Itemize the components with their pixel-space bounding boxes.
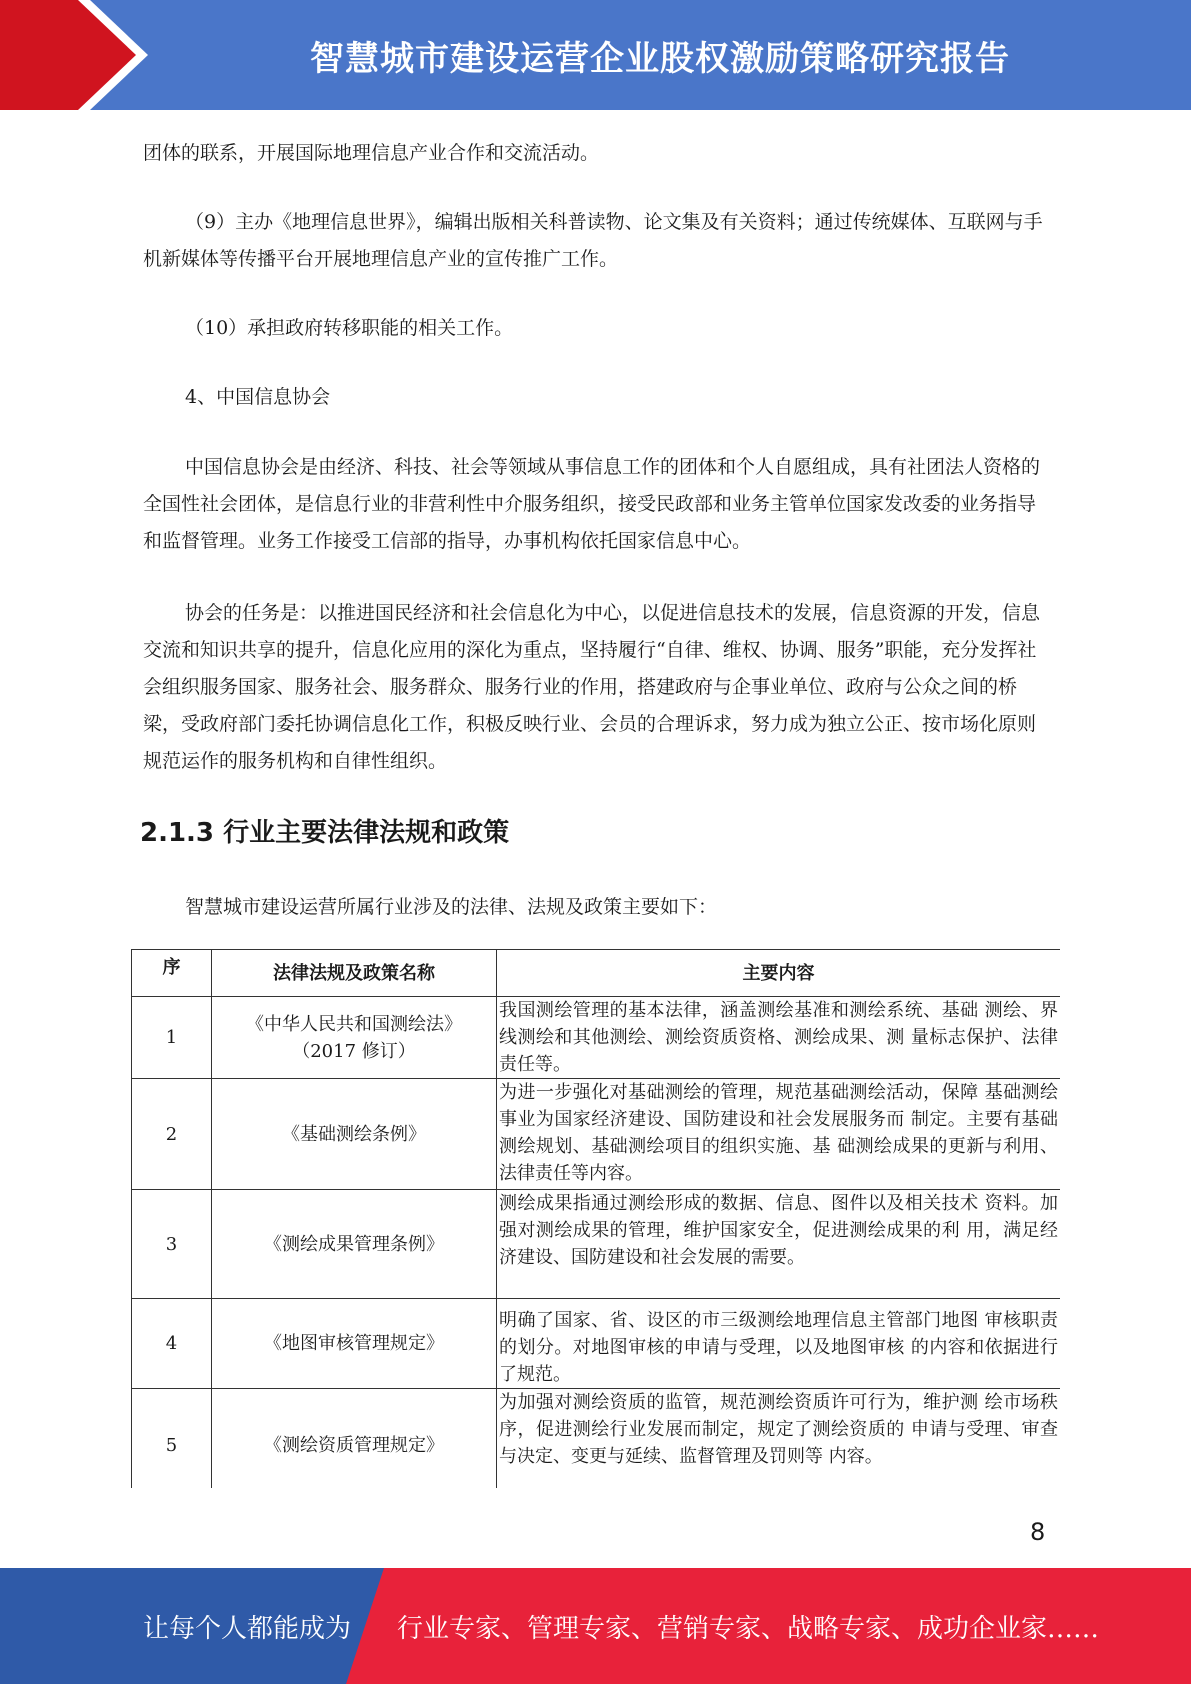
law-name: 《测绘资质管理规定》 [264,1435,444,1456]
table-intro: 智慧城市建设运营所属行业涉及的法律、法规及政策主要如下： [185,896,718,918]
row-number: 5 [132,1389,212,1489]
law-content: 测绘成果指通过测绘形成的数据、信息、图件以及相关技术 资料。加强对测绘成果的管理，维护国家安全，促进测绘成果的利 用，满足经济建设、国防建设和社会发展的需要。 [497,1190,1061,1299]
law-content: 明确了国家、省、设区的市三级测绘地理信息主管部门地图 审核职责的划分。对地图审核的申请与受理，以及地图审核 的内容和依据进行了规范。 [497,1299,1061,1389]
header-arrow-decoration [0,0,160,110]
paragraph-item-10: （10）承担政府转移职能的相关工作。 [185,317,514,339]
page-number: 8 [1030,1518,1046,1546]
laws-table [131,949,1060,1488]
footer-slogan-left: 让每个人都能成为 [143,1613,352,1644]
law-name-cell [212,1079,497,1190]
law-name: 《中华人民共和国测绘法》 [246,1013,462,1035]
page-footer [0,1568,1191,1684]
table-row [132,1079,1061,1190]
row-number: 4 [132,1299,212,1389]
paragraph-association-intro: 中国信息协会是由经济、科技、社会等领域从事信息工作的团体和个人自愿组成，具有社团法人资格的全国性社会团体，是信息行业的非营利性中介服务组织，接受民政部和业务主管单位国家发改委的业务指导和监督管理。业务工作接受工信部的指导，办事机构依托国家信息中心。 [143,456,1041,552]
row-number: 1 [132,997,212,1079]
law-name-cell [212,1299,497,1389]
law-name: 《地图审核管理规定》 [264,1333,444,1354]
report-title: 智慧城市建设运营企业股权激励策略研究报告 [310,38,1010,79]
law-content: 我国测绘管理的基本法律，涵盖测绘基准和测绘系统、基础 测绘、界线测绘和其他测绘、测绘资质资格、测绘成果、测 量标志保护、法律责任等。 [497,997,1061,1079]
subheading-china-info-association: 4、中国信息协会 [185,386,331,408]
law-content: 为加强对测绘资质的监管，规范测绘资质许可行为，维护测 绘市场秩序，促进测绘行业发展而制定，规定了测绘资质的 申请与受理、审查与决定、变更与延续、监督管理及罚则等 内容。 [497,1389,1061,1489]
header-main-content: 主要内容 [497,950,1061,997]
law-name-cell [212,1190,497,1299]
table-row [132,1190,1061,1299]
section-heading: 2.1.3 行业主要法律法规和政策 [140,818,510,848]
paragraph-association-tasks: 协会的任务是：以推进国民经济和社会信息化为中心，以促进信息技术的发展，信息资源的开发，信息交流和知识共享的提升，信息化应用的深化为重点，坚持履行“自律、维权、协调、服务”职能，充分发挥社会组织服务国家、服务社会、服务群众、服务行业的作用，搭建政府与企事业单位、政府与公众之间的桥梁，受政府部门委托协调信息化工作，积极反映行业、会员的合理诉求，努力成为独立公正、按市场化原则规范运作的服务机构和自律性组织。 [143,602,1041,772]
law-name: 《测绘成果管理条例》 [264,1233,444,1255]
paragraph-item-9: （9）主办《地理信息世界》，编辑出版相关科普读物、论文集及有关资料；通过传统媒体、互联网与手机新媒体等传播平台开展地理信息产业的宣传推广工作。 [143,211,1043,270]
laws-table-container [131,949,1060,1488]
table-row [132,997,1061,1079]
table-row [132,1299,1061,1389]
table-header-row [132,950,1061,997]
footer-slogan-right: 行业专家、管理专家、营销专家、战略专家、成功企业家…… [397,1613,1100,1644]
law-name-cell [212,1389,497,1489]
row-number: 2 [132,1079,212,1190]
header-serial-number: 序 [132,950,212,997]
table-row [132,1389,1061,1489]
law-name-cell [212,997,497,1079]
law-content: 为进一步强化对基础测绘的管理，规范基础测绘活动，保障 基础测绘事业为国家经济建设、国防建设和社会发展服务而 制定。主要有基础测绘规划、基础测绘项目的组织实施、基 础测绘成果的更新与利用、法律责任等内容。 [497,1079,1061,1190]
law-name: 《基础测绘条例》 [282,1123,426,1145]
law-name-revision: （2017 修订） [292,1040,416,1062]
row-number: 3 [132,1190,212,1299]
paragraph-continuation: 团体的联系，开展国际地理信息产业合作和交流活动。 [143,142,600,164]
header-law-name: 法律法规及政策名称 [212,950,497,997]
page-header [0,0,1191,110]
